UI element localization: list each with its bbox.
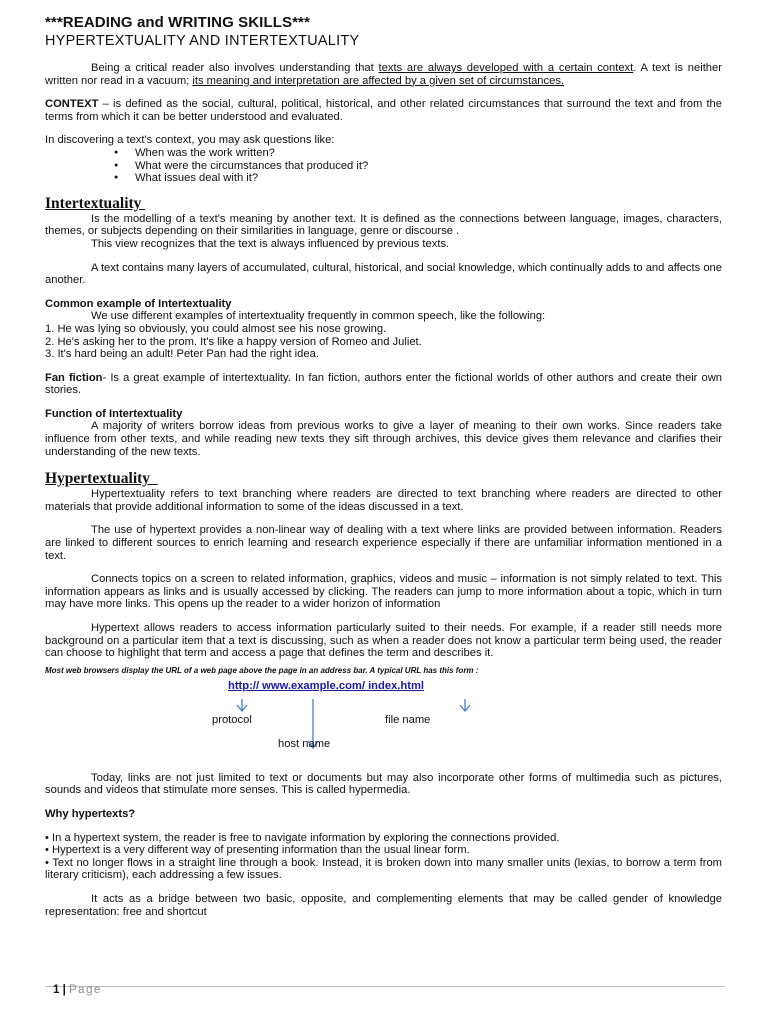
protocol-label: protocol: [212, 713, 252, 726]
intertextuality-definition: Is the modelling of a text's meaning by another text. It is defined as the connections between language, images, characters, themes, or subjects depending on their similarities in language, genre or discourse .: [45, 212, 722, 238]
list-item: ● What were the circumstances that produced it?: [45, 160, 722, 173]
hypertext-use-paragraph: The use of hypertext provides a non-linear way of dealing with a text where links are provided between information. Readers are linked to different sources to enrich learning and research experience especially if there are unfamiliar information mentioned in a text.: [45, 524, 722, 562]
connects-topics-paragraph: Connects topics on a screen to related information, graphics, videos and music – information is not simply related to text. This information appears as links and is usually accessed by clicking. The readers can jump to more information about a topic, which in turn may have more links. This opens up the reader to a wider horizon of information: [45, 573, 722, 611]
list-item: • Text no longer flows in a straight line through a book. Instead, it is broken down into many smaller units (lexias, to borrow a term from literary criticism), each addressing a few issues.: [45, 856, 722, 882]
fan-fiction-paragraph: Fan fiction- Is a great example of intertextuality. In fan fiction, authors enter the fictional worlds of other authors and create their own stories.: [45, 371, 723, 397]
url-note: Most web browsers display the URL of a web page above the page in an address bar. A typical URL has this form :: [45, 665, 479, 675]
intro-paragraph: Being a critical reader also involves understanding that texts are always developed with a certain context. A text is neither written nor read in a vacuum; its meaning and interpretation are affected by a given set of circumstances.: [45, 62, 722, 87]
list-item: ● What issues deal with it?: [45, 172, 722, 185]
page-number: 1 | Page: [53, 984, 102, 996]
fan-fiction-term: Fan fiction: [45, 371, 103, 384]
file-name-label: file name: [385, 713, 431, 726]
list-item: • Hypertext is a very different way of presenting information than the usual linear form.: [45, 844, 470, 857]
function-paragraph: A majority of writers borrow ideas from previous works to give a layer of meaning to their own works. Since readers take influence from other texts, and while reading new texts they sift through archives, this device gives them relevance and clarifies their understanding of the new texts.: [45, 420, 722, 458]
protocol-arrow-icon: [237, 699, 247, 711]
url-diagram: [45, 676, 722, 772]
hypertext-access-paragraph: Hypertext allows readers to access information particularly suited to their needs. For example, if a reader still needs more background on a particular item that a text is discussing, such as when a reader does not know a particular term being used, the reader can choose to highlight that term and access a page that defines the term and describes it.: [45, 622, 722, 660]
questions-list: [45, 147, 722, 185]
page-footer: [45, 984, 725, 996]
intertextuality-layers: A text contains many layers of accumulated, cultural, historical, and social knowledge, which continually adds to and affects one another.: [45, 261, 722, 287]
document-title: ***READING and WRITING SKILLS***: [45, 14, 310, 31]
file-arrow-icon: [460, 699, 470, 711]
hypertextuality-heading: Hypertextuality: [45, 470, 158, 488]
hypertextuality-definition: Hypertextuality refers to text branching where readers are directed to text branching where readers are directed to other materials that provide additional information to some of the ideas discussed in a text.: [45, 488, 722, 513]
context-term: CONTEXT: [45, 98, 99, 111]
intertextuality-heading: Intertextuality: [45, 194, 146, 212]
function-heading: Function of Intertextuality: [45, 407, 183, 420]
list-item: 1. He was lying so obviously, you could almost see his nose growing.: [45, 322, 387, 335]
document-subtitle: HYPERTEXTUALITY AND INTERTEXTUALITY: [45, 33, 360, 49]
list-item: 3. It's hard being an adult! Peter Pan had the right idea.: [45, 348, 319, 361]
why-hypertexts-heading: Why hypertexts?: [45, 807, 136, 820]
url-arrows: [225, 694, 525, 774]
document-page: [45, 14, 722, 918]
questions-lead: In discovering a text's context, you may ask questions like:: [45, 134, 335, 147]
list-item: • In a hypertext system, the reader is free to navigate information by exploring the connections provided.: [45, 831, 560, 844]
list-item: ● When was the work written?: [45, 147, 722, 160]
footer-divider: [45, 986, 725, 987]
context-definition: CONTEXT – is defined as the social, cultural, political, historical, and other related circumstances that surround the text and from the terms from which it can be better understood and evaluated.: [45, 98, 722, 123]
bridge-paragraph: It acts as a bridge between two basic, opposite, and complementing elements that may be called gender of knowledge representation: free and shortcut: [45, 892, 722, 918]
host-name-label: host name: [278, 737, 331, 750]
intertextuality-view: This view recognizes that the text is always influenced by previous texts.: [91, 237, 450, 250]
example-url-link[interactable]: http:// www.example.com/ index.html: [228, 679, 425, 692]
list-item: 2. He's asking her to the prom. It's like a happy version of Romeo and Juliet.: [45, 335, 422, 348]
common-example-lead: We use different examples of intertextuality frequently in common speech, like the following:: [91, 310, 546, 323]
hypermedia-paragraph: Today, links are not just limited to text or documents but may also incorporate other forms of multimedia such as pictures, sounds and videos that stimulate more senses. This is called hypermedia.: [45, 771, 722, 797]
common-example-heading: Common example of Intertextuality: [45, 297, 232, 310]
